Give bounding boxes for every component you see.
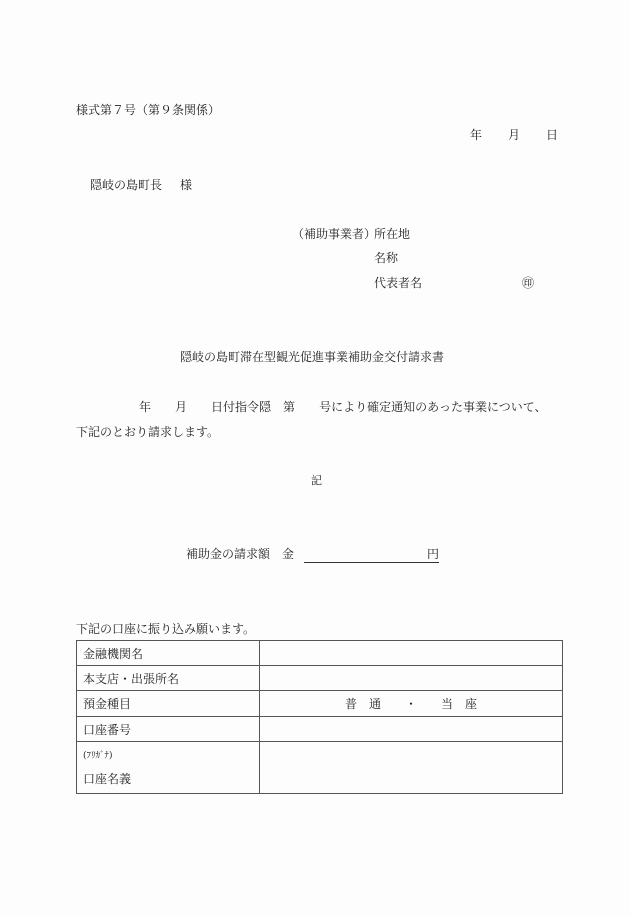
body-year-label: 年	[139, 400, 152, 414]
applicant-address-label: 所在地	[374, 227, 411, 241]
body-no-prefix: 第	[283, 400, 296, 414]
transfer-note: 下記の口座に振り込み願います。	[76, 622, 256, 636]
branch-name-label: 本支店・出張所名	[77, 666, 260, 691]
table-row	[77, 666, 563, 691]
branch-name-field[interactable]	[260, 666, 563, 691]
applicant-role: （補助事業者）	[292, 227, 377, 241]
claim-line	[186, 547, 439, 563]
bank-name-label: 金融機関名	[77, 641, 260, 666]
account-number-field[interactable]	[260, 717, 563, 742]
account-holder-field[interactable]	[260, 742, 563, 794]
applicant-rep-label: 代表者名	[374, 276, 423, 290]
addressee	[90, 178, 192, 192]
addressee-honorific: 様	[180, 178, 193, 192]
deposit-type-label: 預金種目	[77, 691, 260, 717]
seal-icon: ㊞	[522, 276, 535, 290]
body-day-ref: 日付指令隠	[211, 400, 272, 414]
table-row	[77, 742, 563, 794]
table-row	[77, 691, 563, 717]
table-row	[77, 717, 563, 742]
account-number-label: 口座番号	[77, 717, 260, 742]
account-holder-kana-label: (ﾌﾘｶﾞﾅ)	[83, 750, 113, 761]
body-line-1	[139, 400, 546, 414]
claim-label: 補助金の請求額	[186, 547, 271, 561]
document-title: 隠岐の島町滞在型観光促進事業補助金交付請求書	[180, 350, 445, 364]
date-day-label: 日	[546, 128, 559, 142]
claim-amount-field[interactable]	[304, 547, 439, 563]
applicant-name-label: 名称	[374, 251, 399, 265]
claim-unit: 円	[427, 547, 440, 561]
bank-name-field[interactable]	[260, 641, 563, 666]
deposit-type-field[interactable]: 普 通 ・ 当 座	[260, 691, 563, 717]
account-holder-label: 口座名義	[83, 771, 132, 786]
claim-prefix: 金	[282, 547, 295, 561]
body-line-2: 下記のとおり請求します。	[76, 425, 220, 439]
ki-heading: 記	[311, 474, 322, 487]
table-row	[77, 641, 563, 666]
body-line1-rest: 号により確定通知のあった事業について、	[319, 400, 547, 414]
date-line	[470, 128, 558, 142]
addressee-name: 隠岐の島町長	[90, 178, 163, 192]
body-month-label: 月	[175, 400, 188, 414]
date-month-label: 月	[508, 128, 521, 142]
account-holder-label-cell	[77, 742, 260, 794]
form-id: 様式第７号（第９条関係）	[76, 103, 221, 117]
bank-account-table	[76, 640, 563, 794]
date-year-label: 年	[470, 128, 483, 142]
